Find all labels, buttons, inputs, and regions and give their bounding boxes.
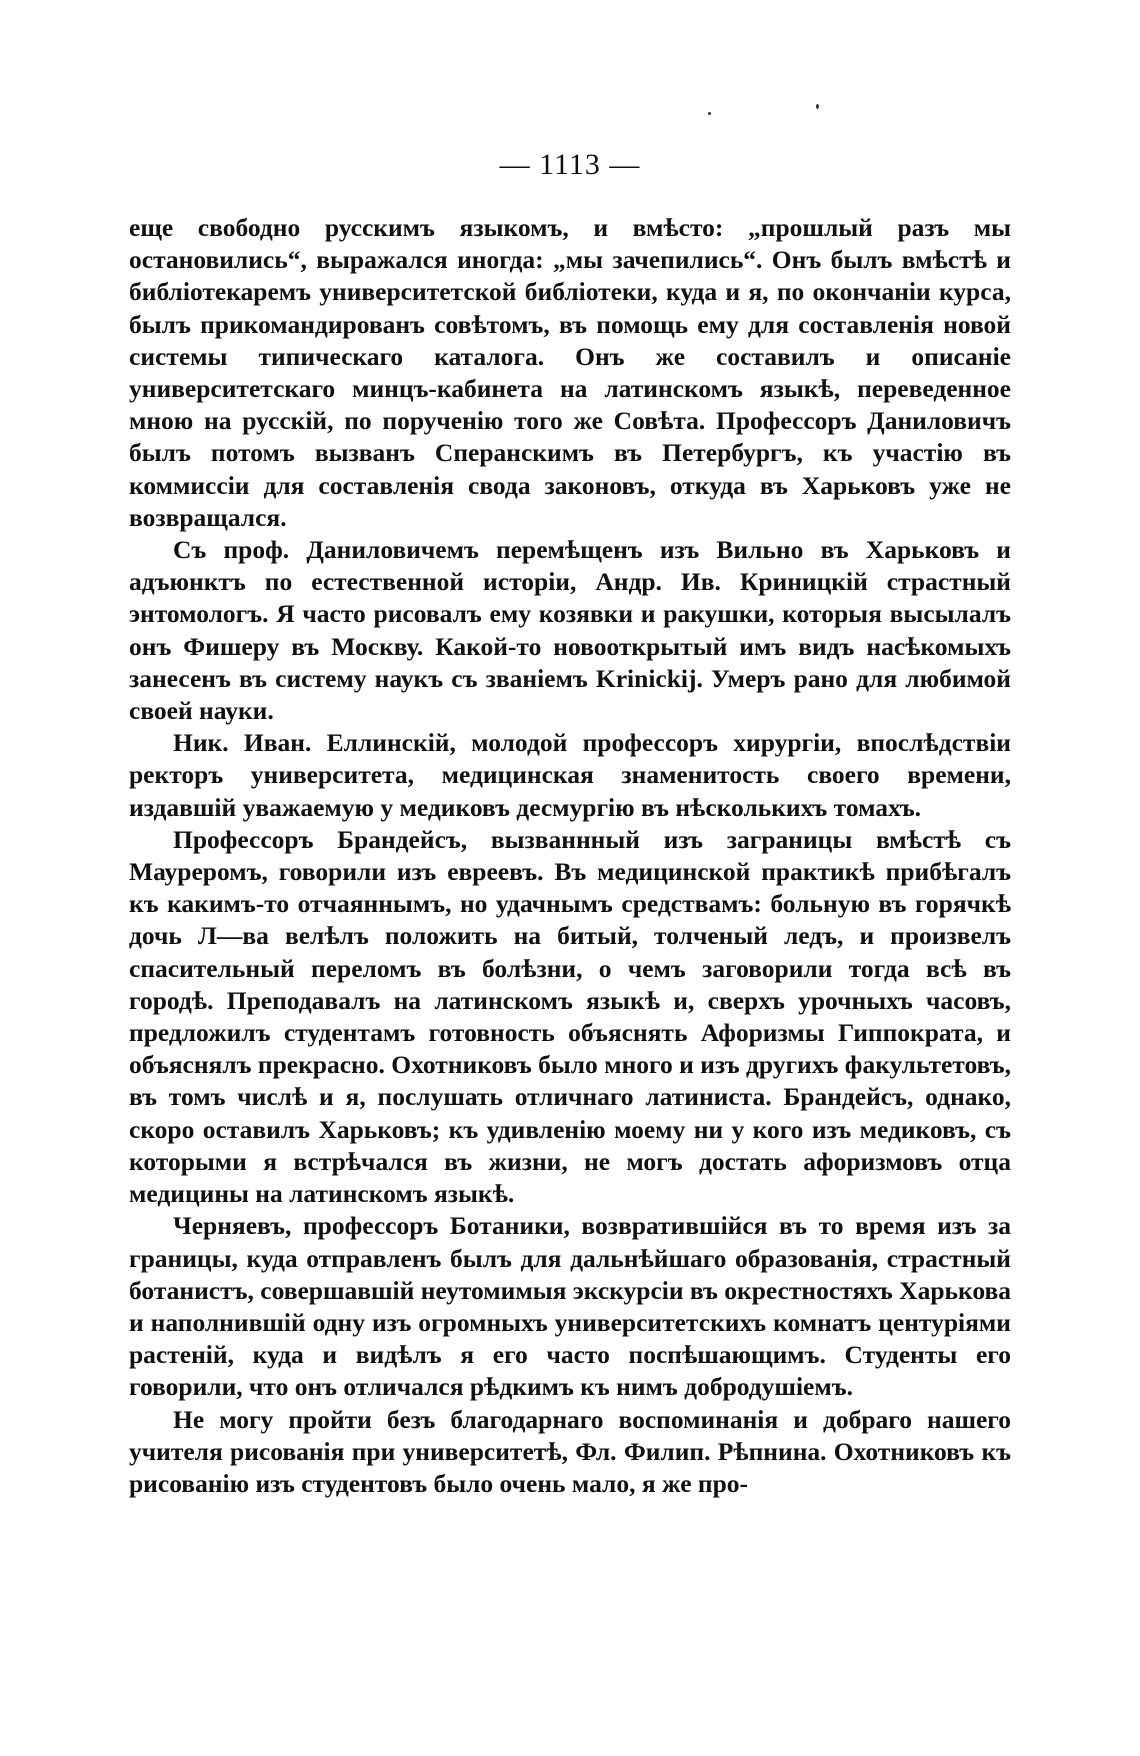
paragraph-5: Черняевъ, профессоръ Ботаники, возвратившійся въ то время изъ за границы, куда отправленъ былъ для дальнѣйшаго образованія, страстный ботанистъ, совершавшій неутомимыя экскурсіи въ окрестностяхъ Харькова и наполнившій одну изъ огромныхъ университетскихъ комнатъ центуріями растеній, куда и видѣлъ я его часто поспѣшающимъ. Студенты его говорили, что онъ отличался рѣдкимъ къ нимъ добродушіемъ. (129, 1211, 1011, 1402)
paragraph-4: Профессоръ Брандейсъ, вызваннный изъ заграницы вмѣстѣ съ Мауреромъ, говорили изъ евреевъ. Въ медицинской практикѣ прибѣгалъ къ какимъ-то отчаяннымъ, но удачнымъ средствамъ: больную въ горячкѣ дочь Л—ва велѣлъ положить на битый, толченый ледъ, и произвелъ спасительный переломъ въ болѣзни, о чемъ заговорили тогда всѣ въ городѣ. Преподавалъ на латинскомъ языкѣ и, сверхъ урочныхъ часовъ, предложилъ студентамъ готовность объяснять Афоризмы Гиппократа, и объяснялъ прекрасно. Охотниковъ было много и изъ другихъ факультетовъ, въ томъ числѣ и я, послушать отличнаго латиниста. Брандейсъ, однако, скоро оставилъ Харьковъ; къ удивленію моему ни у кого изъ медиковъ, съ которыми я встрѣчался въ жизни, не могъ достать афоризмовъ отца медицины на латинскомъ языкѣ. (129, 824, 1011, 1209)
print-speck (708, 112, 711, 115)
paragraph-6: Не могу пройти безъ благодарнаго воспоминанія и добраго нашего учителя рисованія при университетѣ, Фл. Филип. Рѣпнина. Охотниковъ къ рисованію изъ студентовъ было очень мало, я же про- (129, 1404, 1011, 1498)
page-number: — 1113 — (499, 148, 641, 181)
paragraph-2: Съ проф. Даниловичемъ перемѣщенъ изъ Вильно въ Харьковъ и адъюнктъ по естественной исторіи, Андр. Ив. Криницкій страстный энтомологъ. Я часто рисовалъ ему козявки и ракушки, которыя высылалъ онъ Фишеру въ Москву. Какой-то новооткрытый имъ видъ насѣкомыхъ занесенъ въ систему наукъ съ званіемъ Krinickij. Умеръ рано для любимой своей науки. (129, 535, 1011, 726)
print-speck (816, 104, 819, 109)
body-text (129, 212, 1011, 1500)
paragraph-3: Ник. Иван. Еллинскій, молодой профессоръ хирургіи, впослѣдствіи ректоръ университета, медицинская знаменитость своего времени, издавшій уважаемую у медиковъ десмургію въ нѣсколькихъ томахъ. (129, 728, 1011, 822)
paragraph-1: еще свободно русскимъ языкомъ, и вмѣсто: „прошлый разъ мы остановились“, выражался иногда: „мы зачепились“. Онъ былъ вмѣстѣ и библіотекаремъ университетской библіотеки, куда и я, по окончаніи курса, былъ прикомандированъ совѣтомъ, въ помощь ему для составленія новой системы типическаго каталога. Онъ же составилъ и описаніе университетскаго минцъ-кабинета на латинскомъ языкѣ, переведенное мною на русскій, по порученію того же Совѣта. Профессоръ Даниловичъ былъ потомъ вызванъ Сперанскимъ въ Петербургъ, къ участію въ коммиссіи для составленія свода законовъ, откуда въ Харьковъ уже не возвращался. (129, 213, 1011, 532)
